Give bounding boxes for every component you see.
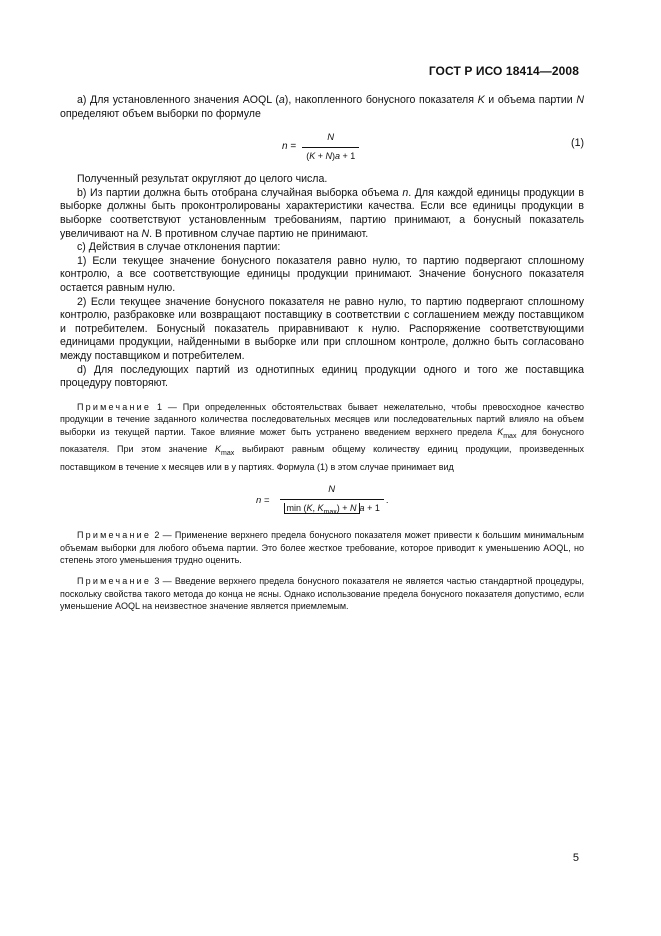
paragraph-d: d) Для последующих партий из однотипных единиц продукции одного и того же поставщика процедуру повторяют.: [60, 363, 584, 390]
paragraph-c: с) Действия в случае отклонения партии:: [77, 241, 281, 254]
formula-2-fraction: $\frac{N}{\min (K, K_{max}) + N a + 1}$: [280, 483, 384, 519]
note-3: Примечание 3 — Введение верхнего предела бонусного показателя не является частью стандартной процедуры, поскольку свойства такого метода до конца не ясны. Однако использование предела бонусного показателя допустимо, если уменьшение AOQL на неизвестное значение является приемлемым.: [60, 576, 584, 612]
document-header: ГОСТ Р ИСО 18414—2008: [428, 64, 579, 78]
paragraph-a: а) Для установленного значения AOQL (a), накопленного бонусного показателя K и объема партии N определяют объем выборки по формуле: [60, 94, 584, 120]
formula-2-lhs: n =: [256, 495, 270, 507]
formula-1-fraction: $\frac{N}{(K + N)a + 1}$: [302, 131, 359, 163]
note-2: Примечание 2 — Применение верхнего предела бонусного показателя может привести к большим минимальным объемам выборки для любого объема партии. Это более жесткое требование, которое приводит к уменьшению AOQL, но степень этого уменьшения трудно оценить.: [60, 530, 584, 566]
note-1: Примечание 1 — При определенных обстоятельствах бывает нежелательно, чтобы превосходное качество продукции в течение заданного количества последовательных месяцев или последовательных партий влияло на объем выборки из текущей партии. Такое влияние может быть устранено введением верхнего предела $K_{max}$ для бонусного показателя. При этом значение $K_{max}$ выбирают равным общему количеству единиц продукции, произведенных поставщиком в течение x месяцев или в y партиях. Формула (1) в этом случае принимает вид: [60, 401, 585, 472]
formula-2: [60, 479, 584, 523]
page-content: [60, 94, 584, 613]
formula-2-dot: .: [385, 495, 389, 507]
page-number: 5: [572, 852, 579, 864]
paragraph-c2: 2) Если текущее значение бонусного показателя не равно нулю, то партию подвергают сплошному контролю, разбраковке или возвращают поставщику в соответствии с соглашением между поставщиком и потребителем. Бонусный показатель приравнивают к нулю. Распоряжение соответствующими единицами продукции, найденными в выборке или при сплошном контроле, должно быть согласовано между поставщиком и потребителем.: [60, 295, 584, 362]
floor-bracket: min (K, $K_{max}) + N$: [284, 503, 360, 514]
formula-2-denominator: min (K, $K_{max}) + N$ a + 1: [280, 499, 384, 519]
formula-1-number: (1): [571, 137, 584, 150]
paragraph-c1: 1) Если текущее значение бонусного показателя равно нулю, то партию подвергают сплошному контролю, а все соответствующие единицы продукции принимают. Значение бонусного показателя остается равным нулю.: [60, 254, 584, 294]
paragraph-rounding: Полученный результат округляют до целого числа.: [77, 173, 328, 186]
paragraph-b: b) Из партии должна быть отобрана случайная выборка объема n. Для каждой единицы продукции в выборке должны быть проконтролированы характеристики качества. Если все единицы продукции в выборке соответствуют установленным требованиям, партию принимают, а бонусный показатель увеличивают на N. В противном случае партию не принимают.: [60, 186, 584, 240]
formula-1: [60, 125, 584, 167]
formula-1-lhs: n =: [282, 141, 297, 153]
formula-1-denominator: (K + N)a + 1: [302, 147, 359, 164]
